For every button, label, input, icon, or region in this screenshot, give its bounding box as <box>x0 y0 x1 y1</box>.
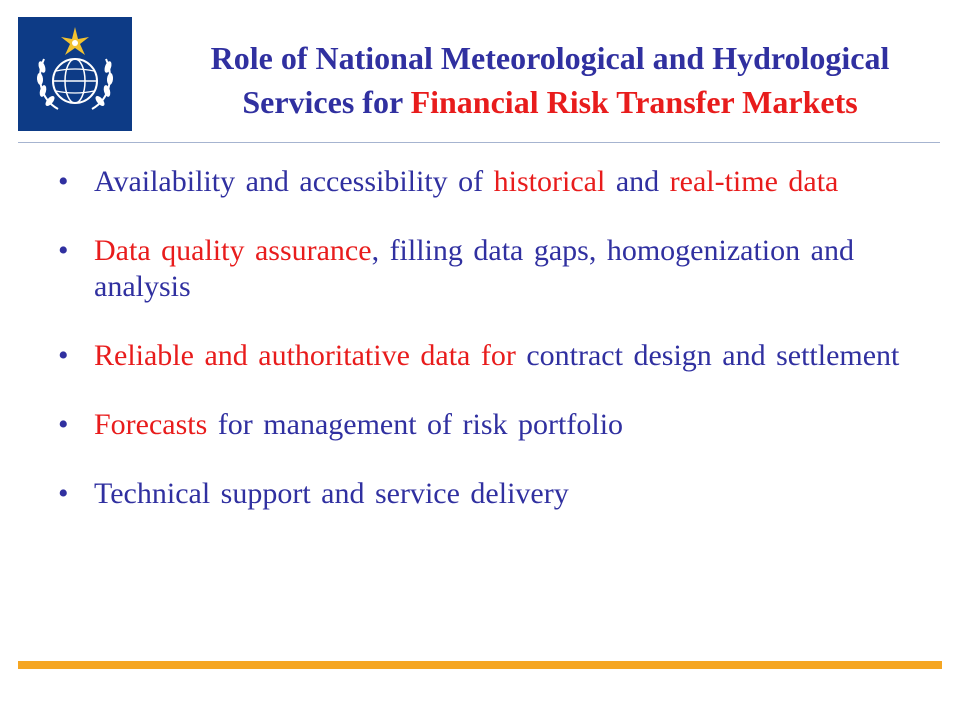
bottom-accent-bar <box>18 661 942 669</box>
title-divider <box>18 142 940 143</box>
highlighted-text: historical <box>493 165 606 198</box>
bullet-item <box>58 233 928 305</box>
slide-title <box>140 36 960 124</box>
bullet-item <box>58 476 928 512</box>
highlighted-text: Data quality assurance <box>94 234 372 267</box>
bullet-text: Availability and accessibility of <box>94 165 494 198</box>
bullet-item <box>58 338 928 374</box>
bullet-item <box>58 407 928 443</box>
title-line-2 <box>140 80 960 124</box>
bullet-text: for management of risk portfolio <box>207 408 624 441</box>
title-line-2-prefix: Services for <box>242 84 411 120</box>
bullet-text: , filling data gaps, homogenization and analysis <box>94 234 854 303</box>
bullet-marker: • <box>58 408 69 441</box>
highlighted-text: Reliable and authoritative data for <box>94 339 516 372</box>
bullet-marker: • <box>58 339 69 372</box>
bullet-list <box>58 164 928 512</box>
bullet-item <box>58 164 928 200</box>
bullet-text: Technical support and service delivery <box>94 477 569 510</box>
title-line-1: Role of National Meteorological and Hydrological <box>210 40 890 76</box>
bullet-text: and <box>605 165 670 198</box>
wmo-logo <box>18 17 132 131</box>
bullet-marker: • <box>58 234 69 267</box>
bullet-marker: • <box>58 477 69 510</box>
highlighted-text: Forecasts <box>94 408 208 441</box>
bullet-text: contract design and settlement <box>515 339 900 372</box>
bullet-marker: • <box>58 165 69 198</box>
highlighted-text: real-time data <box>669 165 839 198</box>
title-highlight: Financial Risk Transfer Markets <box>410 84 858 120</box>
wmo-emblem-icon <box>18 17 132 131</box>
